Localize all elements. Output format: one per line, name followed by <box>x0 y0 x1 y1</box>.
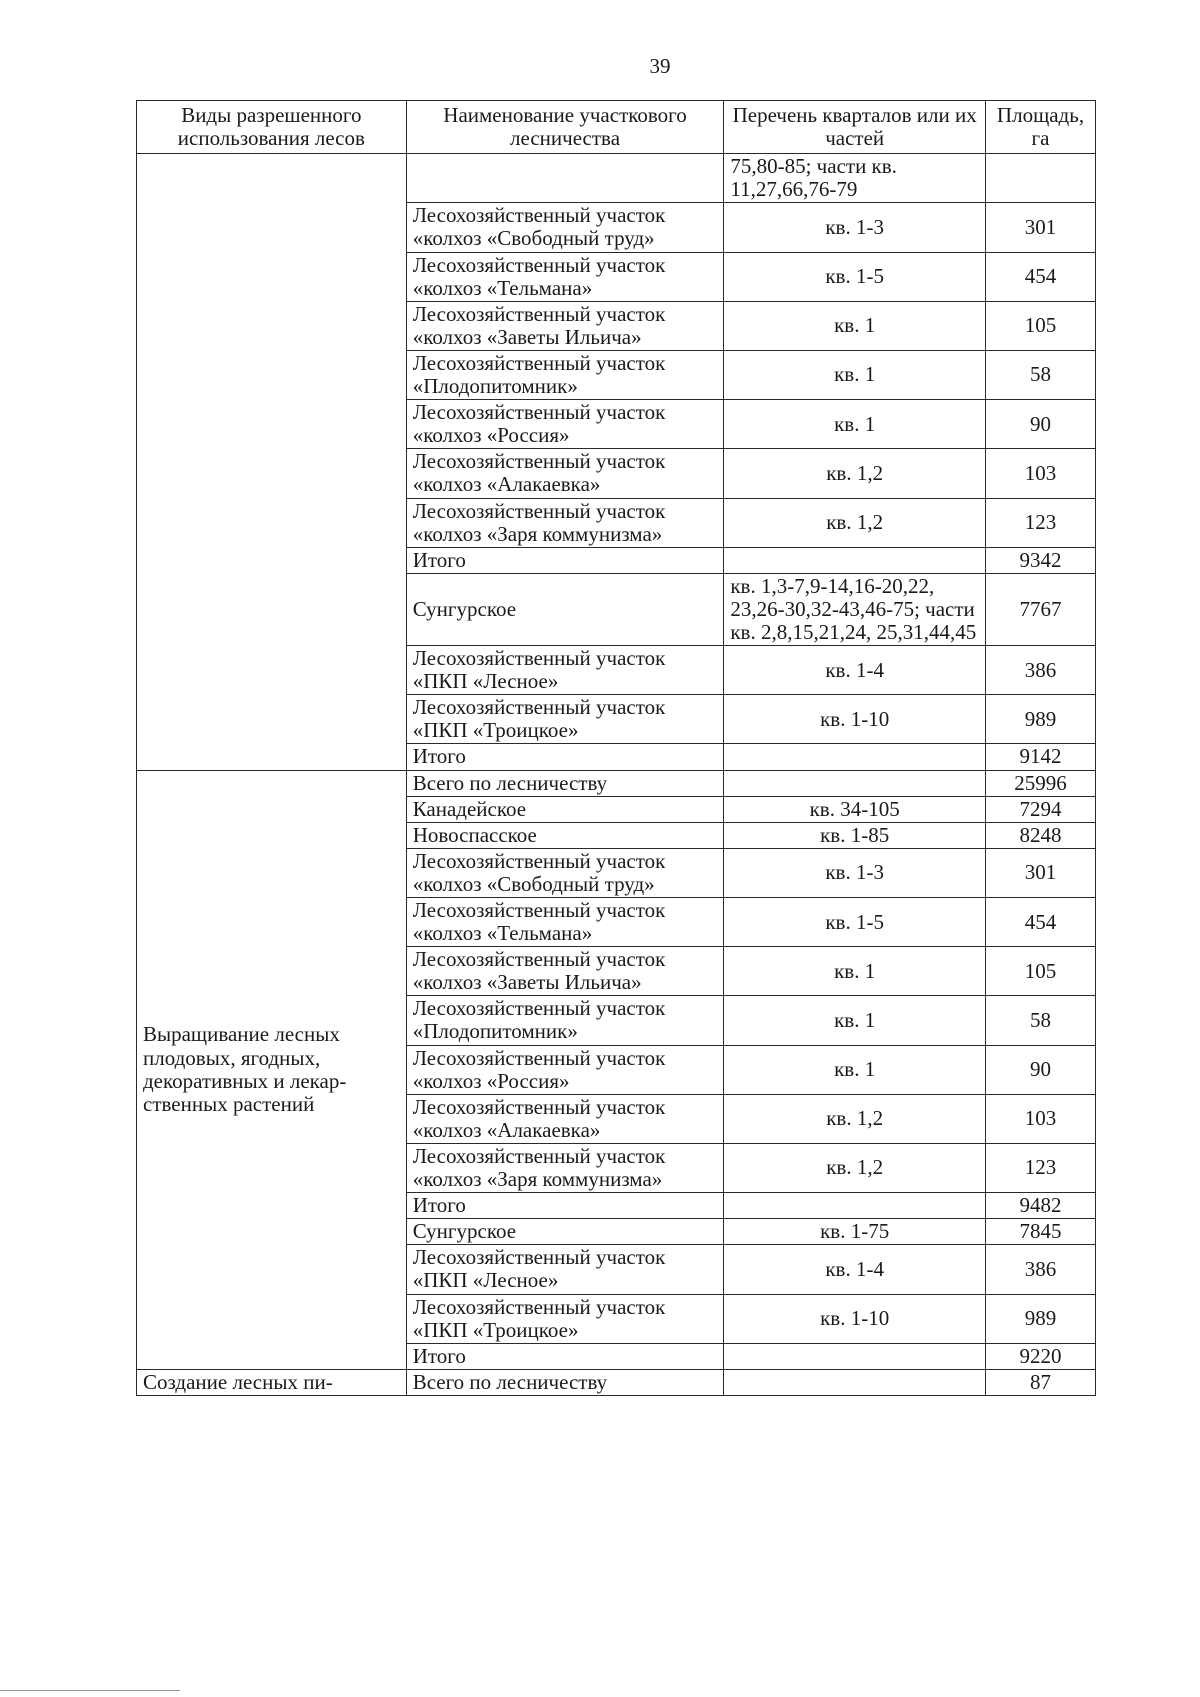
forestry-name-cell: Итого <box>406 1193 724 1219</box>
area-cell: 9142 <box>986 744 1096 770</box>
table-body <box>137 154 1096 1396</box>
forestry-name-cell: Лесохозяйственный участок «колхоз «Россия» <box>406 1045 724 1094</box>
forest-use-table <box>136 100 1096 1396</box>
header-quarters: Перечень кварталов или их частей <box>724 101 986 154</box>
forestry-name-cell: Лесохозяйственный участок «колхоз «Свободный труд» <box>406 848 724 897</box>
forestry-name-cell: Лесохозяйственный участок «колхоз «Заветы Ильича» <box>406 301 724 350</box>
quarters-cell: кв. 1,2 <box>724 1094 986 1143</box>
header-forestry-name: Наименование участкового лесничества <box>406 101 724 154</box>
forestry-name-cell: Лесохозяйственный участок «колхоз «Заря коммунизма» <box>406 498 724 547</box>
forestry-name-cell: Всего по лесничеству <box>406 1369 724 1395</box>
area-cell: 9220 <box>986 1343 1096 1369</box>
forestry-name-cell: Итого <box>406 547 724 573</box>
area-cell: 123 <box>986 498 1096 547</box>
area-cell: 25996 <box>986 770 1096 796</box>
quarters-cell <box>724 770 986 796</box>
area-cell: 7845 <box>986 1219 1096 1245</box>
quarters-cell: кв. 1 <box>724 996 986 1045</box>
area-cell: 386 <box>986 646 1096 695</box>
quarters-cell <box>724 744 986 770</box>
header-area: Площадь, га <box>986 101 1096 154</box>
area-cell: 8248 <box>986 822 1096 848</box>
area-cell: 105 <box>986 947 1096 996</box>
forestry-name-cell: Канадейское <box>406 796 724 822</box>
area-cell: 90 <box>986 400 1096 449</box>
area-cell: 989 <box>986 695 1096 744</box>
forestry-name-cell: Лесохозяйственный участок «Плодопитомник» <box>406 350 724 399</box>
forestry-name-cell: Лесохозяйственный участок «колхоз «Свободный труд» <box>406 203 724 252</box>
quarters-cell: кв. 1-5 <box>724 898 986 947</box>
area-cell: 9342 <box>986 547 1096 573</box>
area-cell: 90 <box>986 1045 1096 1094</box>
forestry-name-cell: Лесохозяйственный участок «ПКП «Троицкое» <box>406 695 724 744</box>
area-cell: 989 <box>986 1294 1096 1343</box>
area-cell: 7767 <box>986 573 1096 645</box>
forestry-name-cell: Лесохозяйственный участок «колхоз «Тельмана» <box>406 898 724 947</box>
quarters-cell: кв. 1-4 <box>724 646 986 695</box>
forestry-name-cell: Сунгурское <box>406 573 724 645</box>
use-type-cell <box>137 154 407 770</box>
forestry-name-cell: Итого <box>406 1343 724 1369</box>
area-cell: 58 <box>986 996 1096 1045</box>
table-row <box>137 154 1096 203</box>
quarters-cell: кв. 1-3 <box>724 848 986 897</box>
table-header-row <box>137 101 1096 154</box>
area-cell: 386 <box>986 1245 1096 1294</box>
forestry-name-cell: Лесохозяйственный участок «ПКП «Лесное» <box>406 646 724 695</box>
quarters-cell: кв. 1,2 <box>724 1143 986 1192</box>
forestry-name-cell: Лесохозяйственный участок «ПКП «Троицкое» <box>406 1294 724 1343</box>
quarters-cell: кв. 1,3-7,9-14,16-20,22, 23,26-30,32-43,46-75; части кв. 2,8,15,21,24, 25,31,44,45 <box>724 573 986 645</box>
forestry-name-cell <box>406 154 724 203</box>
area-cell: 103 <box>986 449 1096 498</box>
forestry-name-cell: Новоспасское <box>406 822 724 848</box>
area-cell: 58 <box>986 350 1096 399</box>
quarters-cell: кв. 1,2 <box>724 498 986 547</box>
quarters-cell: кв. 1 <box>724 947 986 996</box>
forestry-name-cell: Всего по лесничеству <box>406 770 724 796</box>
forestry-name-cell: Лесохозяйственный участок «колхоз «Алакаевка» <box>406 449 724 498</box>
quarters-cell <box>724 1343 986 1369</box>
forestry-name-cell: Лесохозяйственный участок «колхоз «Алакаевка» <box>406 1094 724 1143</box>
quarters-cell: кв. 1,2 <box>724 449 986 498</box>
quarters-cell: 75,80-85; части кв. 11,27,66,76-79 <box>724 154 986 203</box>
quarters-cell: кв. 1 <box>724 350 986 399</box>
quarters-cell: кв. 34-105 <box>724 796 986 822</box>
quarters-cell: кв. 1-4 <box>724 1245 986 1294</box>
forestry-name-cell: Итого <box>406 744 724 770</box>
quarters-cell <box>724 1369 986 1395</box>
use-type-cell: Создание лесных пи- <box>137 1369 407 1395</box>
area-cell: 123 <box>986 1143 1096 1192</box>
area-cell: 301 <box>986 848 1096 897</box>
table-row <box>137 1369 1096 1395</box>
quarters-cell: кв. 1-85 <box>724 822 986 848</box>
area-cell: 87 <box>986 1369 1096 1395</box>
forestry-name-cell: Лесохозяйственный участок «колхоз «Заветы Ильича» <box>406 947 724 996</box>
quarters-cell <box>724 547 986 573</box>
table-row <box>137 770 1096 796</box>
quarters-cell: кв. 1 <box>724 1045 986 1094</box>
area-cell: 105 <box>986 301 1096 350</box>
quarters-cell <box>724 1193 986 1219</box>
header-use-type: Виды разрешенного использования лесов <box>137 101 407 154</box>
use-type-cell: Выращивание лесных плодовых, ягодных, декоративных и лекар-ственных растений <box>137 770 407 1369</box>
area-cell: 7294 <box>986 796 1096 822</box>
quarters-cell: кв. 1 <box>724 301 986 350</box>
area-cell: 9482 <box>986 1193 1096 1219</box>
area-cell: 454 <box>986 252 1096 301</box>
area-cell <box>986 154 1096 203</box>
quarters-cell: кв. 1 <box>724 400 986 449</box>
quarters-cell: кв. 1-5 <box>724 252 986 301</box>
quarters-cell: кв. 1-10 <box>724 1294 986 1343</box>
area-cell: 301 <box>986 203 1096 252</box>
quarters-cell: кв. 1-75 <box>724 1219 986 1245</box>
quarters-cell: кв. 1-3 <box>724 203 986 252</box>
scan-edge-line <box>0 1690 180 1691</box>
forestry-name-cell: Лесохозяйственный участок «Плодопитомник» <box>406 996 724 1045</box>
forestry-name-cell: Лесохозяйственный участок «колхоз «Заря коммунизма» <box>406 1143 724 1192</box>
quarters-cell: кв. 1-10 <box>724 695 986 744</box>
forestry-name-cell: Сунгурское <box>406 1219 724 1245</box>
forestry-name-cell: Лесохозяйственный участок «ПКП «Лесное» <box>406 1245 724 1294</box>
area-cell: 103 <box>986 1094 1096 1143</box>
forestry-name-cell: Лесохозяйственный участок «колхоз «Россия» <box>406 400 724 449</box>
forestry-name-cell: Лесохозяйственный участок «колхоз «Тельмана» <box>406 252 724 301</box>
area-cell: 454 <box>986 898 1096 947</box>
page-number: 39 <box>649 54 671 78</box>
